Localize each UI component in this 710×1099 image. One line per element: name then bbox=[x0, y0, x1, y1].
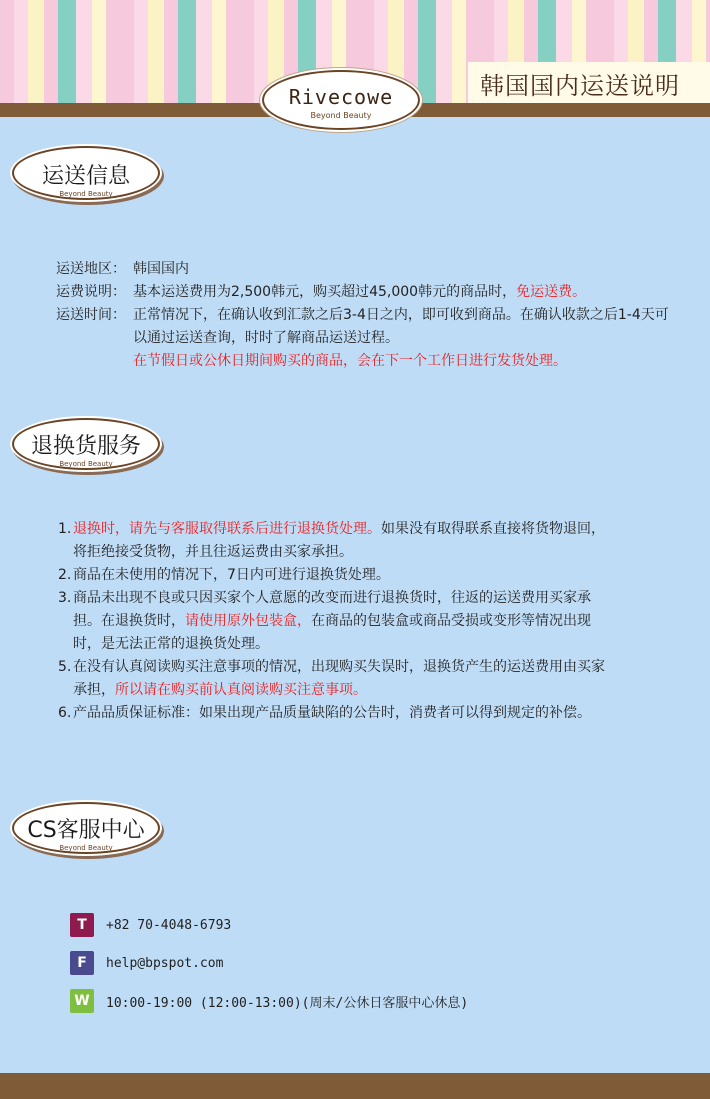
brand-logo[interactable] bbox=[262, 70, 420, 130]
list-item-highlight: 请使用原外包装盒， bbox=[185, 613, 311, 629]
list-item-text bbox=[73, 656, 618, 702]
shipping-fee-highlight: 免运送费。 bbox=[516, 284, 587, 300]
shipping-time-row bbox=[56, 304, 676, 373]
list-item-number: 2. bbox=[58, 567, 72, 583]
list-item-highlight: 所以请在购买前认真阅读购买注意事项。 bbox=[115, 682, 367, 698]
section-badge-returns bbox=[12, 418, 160, 470]
contact-list bbox=[70, 913, 670, 1027]
section-badge-shipping bbox=[12, 146, 160, 200]
list-item bbox=[58, 587, 618, 656]
shipping-area-row bbox=[56, 258, 676, 281]
brand-logo-name: Rivecowe bbox=[288, 85, 394, 109]
list-item-number: 6. bbox=[58, 705, 72, 721]
shipping-time-label: 运送时间： bbox=[56, 307, 126, 323]
list-item-pre: 在没有认真阅读购买注意事项的情况，出现购买失误时，退换货产生的运送费用由买家承担， bbox=[73, 659, 605, 698]
shipping-area-value: 韩国国内 bbox=[133, 261, 189, 277]
section-tagline-cs: Beyond Beauty bbox=[59, 844, 113, 852]
shipping-fee-label: 运费说明： bbox=[56, 284, 126, 300]
shipping-area-label: 运送地区： bbox=[56, 261, 126, 277]
section-tagline-shipping: Beyond Beauty bbox=[59, 190, 113, 198]
contact-hours-text: 10:00-19:00 (12:00-13:00)(周末/公休日客服中心休息) bbox=[106, 995, 469, 1011]
contact-phone-text[interactable]: +82 70-4048-6793 bbox=[106, 917, 232, 933]
working-hours-icon: W bbox=[70, 989, 94, 1013]
section-title-cs: CS客服中心 bbox=[27, 818, 145, 843]
list-item-text bbox=[73, 587, 618, 656]
shipping-fee-value bbox=[133, 281, 676, 304]
contact-email-text[interactable]: help@bpspot.com bbox=[106, 955, 224, 971]
list-item bbox=[58, 656, 618, 702]
section-badge-cs bbox=[12, 802, 160, 854]
fax-icon: F bbox=[70, 951, 94, 975]
section-tagline-returns: Beyond Beauty bbox=[59, 460, 113, 468]
list-item bbox=[58, 564, 618, 587]
list-item-number: 3. bbox=[58, 590, 72, 606]
contact-email bbox=[70, 951, 670, 975]
list-item-post: 如果没有取得联系直接将货物退回，将拒绝接受货物，并且往返运费由买家承担。 bbox=[73, 521, 605, 560]
footer-band bbox=[0, 1073, 710, 1099]
page-title: 韩国国内运送说明 bbox=[480, 72, 680, 100]
list-item-text: 产品品质保证标准：如果出现产品质量缺陷的公告时，消费者可以得到规定的补偿。 bbox=[73, 705, 591, 721]
shipping-time-highlight: 在节假日或公休日期间购买的商品，会在下一个工作日进行发货处理。 bbox=[133, 353, 567, 369]
shipping-time-text: 正常情况下，在确认收到汇款之后3-4日之内，即可收到商品。在确认收款之后1-4天可以通过运送查询，时时了解商品运送过程。 bbox=[133, 307, 669, 346]
telephone-icon: T bbox=[70, 913, 94, 937]
shipping-time-value bbox=[133, 304, 676, 373]
shipping-info bbox=[56, 258, 676, 373]
list-item-post: 在商品的包装盒或商品受损或变形等情况出现时，是无法正常的退换货处理。 bbox=[73, 613, 591, 652]
list-item-pre: 商品未出现不良或只因买家个人意愿的改变而进行退换货时，往返的运送费用买家承担。在退换货时， bbox=[73, 590, 591, 629]
list-item-text bbox=[73, 518, 618, 564]
list-item-text: 商品在未使用的情况下，7日内可进行退换货处理。 bbox=[73, 567, 390, 583]
contact-phone bbox=[70, 913, 670, 937]
list-item-number: 1. bbox=[58, 521, 72, 537]
section-title-shipping: 运送信息 bbox=[41, 164, 130, 189]
list-item bbox=[58, 518, 618, 564]
list-item-highlight: 退换时，请先与客服取得联系后进行退换货处理。 bbox=[73, 521, 381, 537]
list-item-number: 5. bbox=[58, 659, 72, 675]
list-item bbox=[58, 702, 618, 725]
brand-logo-tagline: Beyond Beauty bbox=[310, 111, 372, 120]
returns-list bbox=[58, 518, 618, 725]
shipping-fee-text: 基本运送费用为2,500韩元，购买超过45,000韩元的商品时， bbox=[133, 284, 517, 300]
contact-hours bbox=[70, 989, 670, 1013]
section-title-returns: 退换货服务 bbox=[30, 434, 141, 459]
shipping-fee-row bbox=[56, 281, 676, 304]
